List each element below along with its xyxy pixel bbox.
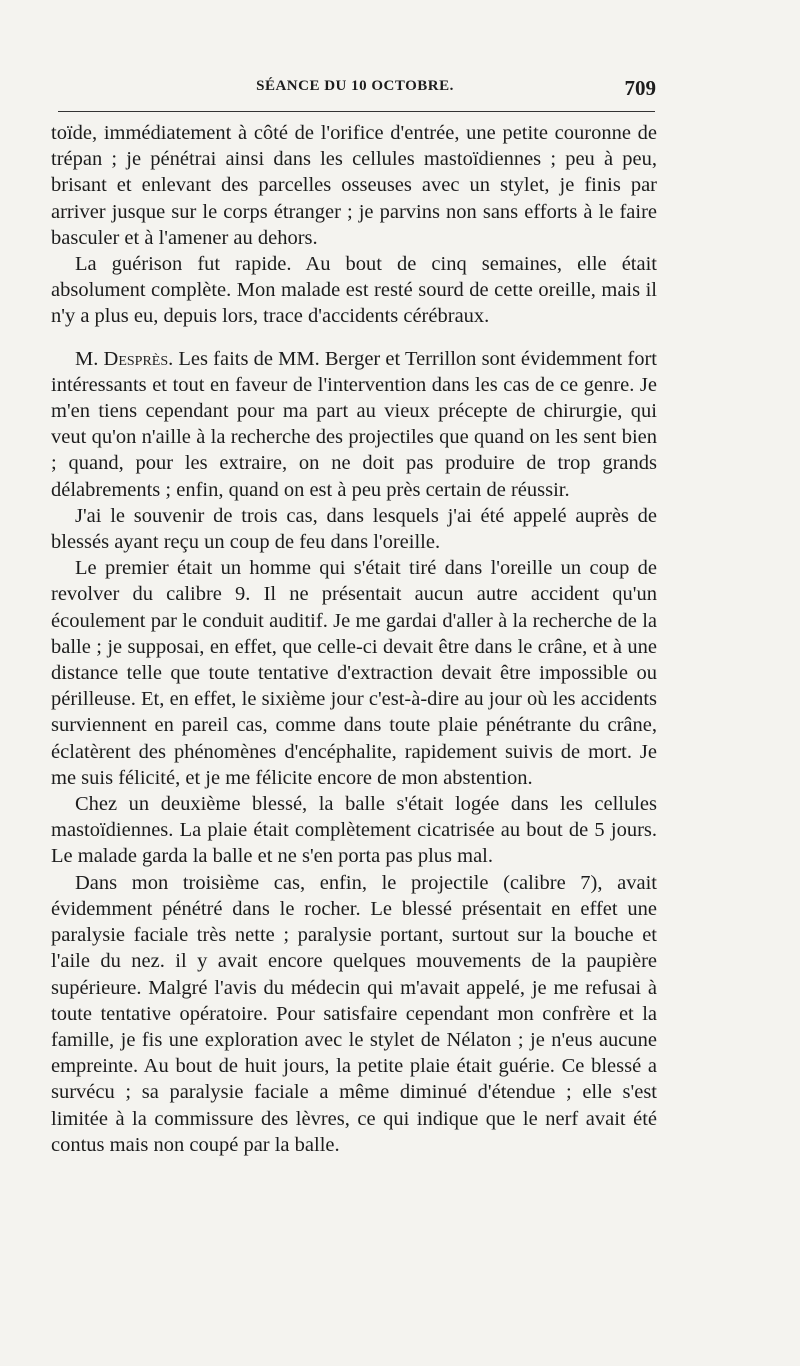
paragraph-6: Chez un deuxième blessé, la balle s'était logée dans les cellules mastoïdiennes. La plaie était complètement cicatrisée au bout de 5 jours. Le malade garda la balle et ne s'en porta pas plus mal.	[51, 793, 657, 868]
running-header	[54, 76, 656, 102]
paragraph-2: La guérison fut rapide. Au bout de cinq semaines, elle était absolument complète. Mon malade est resté sourd de cette oreille, mais il n'y a plus eu, depuis lors, trace d'accidents cérébraux.	[51, 253, 657, 328]
page-number: 709	[624, 76, 656, 100]
paragraph-1: toïde, immédiatement à côté de l'orifice d'entrée, une petite couronne de trépan ; je pénétrai ainsi dans les cellules mastoïdiennes ; peu à peu, brisant et enlevant des parcelles osseuses avec un stylet, je finis par arriver jusque sur le corps étranger ; je parvins non sans efforts à le faire basculer et à l'amener au dehors.	[51, 122, 657, 249]
paragraph-5: Le premier était un homme qui s'était tiré dans l'oreille un coup de revolver du calibre 9. Il ne présentait aucun autre accident qu'un écoulement par le conduit auditif. Je me gardai d'aller à la recherche de la balle ; je supposai, en effet, que celle-ci devait être dans le crâne, et à une distance telle que toute tentative d'extraction devait être impossible ou périlleuse. Et, en effet, le sixième jour c'est-à-dire au jour où les accidents surviennent en pareil cas, comme dans toute plaie pénétrante du crâne, éclatèrent des phénomènes d'encéphalite, rapidement suivis de mort. Je me suis félicité, et je me félicite encore de mon abstention.	[51, 557, 657, 789]
header-rule	[58, 111, 655, 112]
speaker-name: Desprès.	[103, 347, 174, 370]
paragraph-7: Dans mon troisième cas, enfin, le projectile (calibre 7), avait évidemment pénétré dans le rocher. Le blessé présentait en effet une paralysie faciale très nette ; paralysie portant, surtout sur la bouche et l'aile du nez. il y avait encore quelques mouvements de la paupière supérieure. Malgré l'avis du médecin qui m'avait appelé, je me refusai à toute tentative opératoire. Pour satisfaire cependant mon confrère et la famille, je fis une exploration avec le stylet de Nélaton ; je n'eus aucune empreinte. Au bout de huit jours, la petite plaie était guérie. Ce blessé a survécu ; sa paralysie faciale a même diminué d'étendue ; elle s'est limitée à la commissure des lèvres, ce qui indique que le nerf avait été contus mais non coupé par la balle.	[51, 871, 657, 1156]
speaker-prefix: M.	[75, 347, 99, 370]
header-title: SÉANCE DU 10 OCTOBRE.	[256, 78, 454, 94]
paragraph-3-text: Les faits de MM. Berger et Terrillon sont évidemment fort intéressants et tout en faveur de l'intervention dans les cas de ce genre. Je m'en tiens cependant pour ma part au vieux précepte de chirurgie, qui veut qu'on n'aille à la recherche des projectiles que quand on les sent bien ; quand, pour les extraire, on ne doit pas produire de trop grands délabrements ; enfin, quand on est à peu près certain de réussir.	[51, 347, 657, 501]
paragraph-3	[51, 346, 657, 503]
paragraph-4: J'ai le souvenir de trois cas, dans lesquels j'ai été appelé auprès de blessés ayant reçu un coup de feu dans l'oreille.	[51, 504, 657, 554]
body-text	[51, 120, 657, 1158]
